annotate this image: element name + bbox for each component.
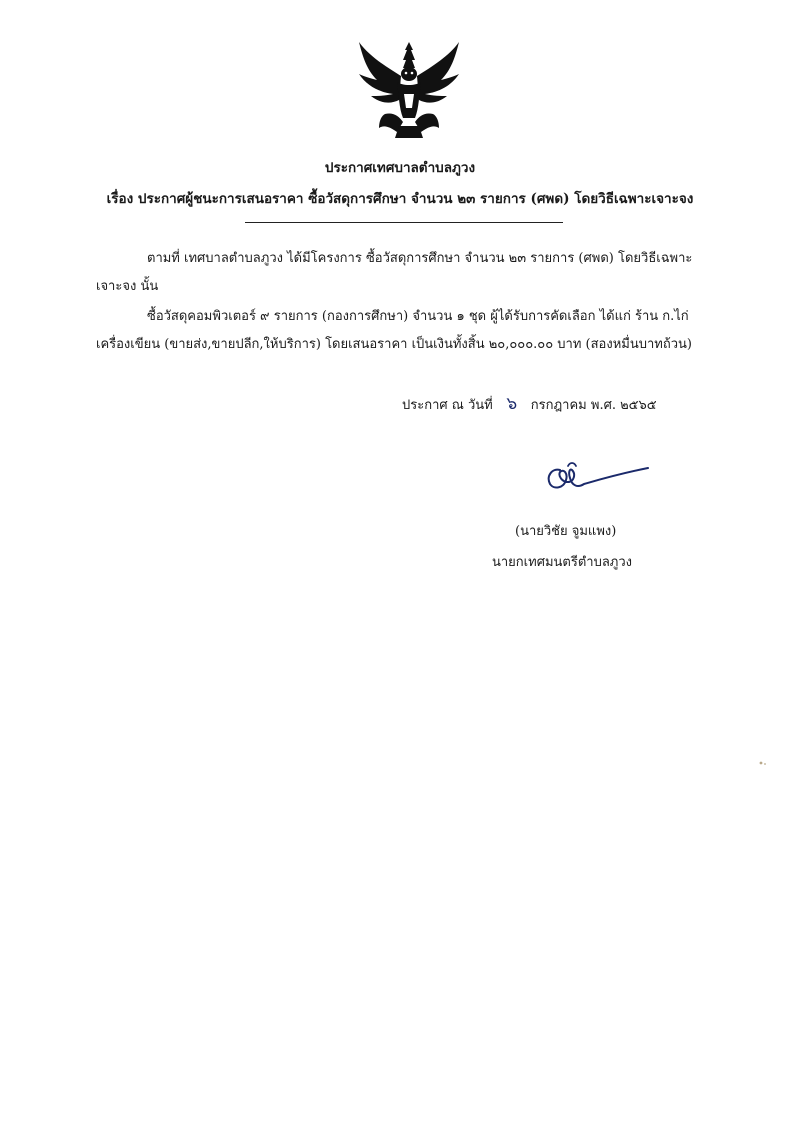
handwritten-day: ๖ <box>506 394 518 414</box>
title-divider <box>245 222 563 223</box>
garuda-emblem-icon <box>355 36 463 144</box>
date-prefix: ประกาศ ณ วันที่ <box>402 398 493 413</box>
subject-title: เรื่อง ประกาศผู้ชนะการเสนอราคา ซื้อวัสดุการศึกษา จำนวน ๒๓ รายการ (ศพด) โดยวิธีเฉพาะเจาะจง <box>106 191 694 207</box>
organization-title: ประกาศเทศบาลตำบลภูวง <box>324 160 476 176</box>
paragraph-2-line-2: เครื่องเขียน (ขายส่ง,ขายปลีก,ให้บริการ) โดยเสนอราคา เป็นเงินทั้งสิ้น ๒๐,๐๐๐.๐๐ บาท (สองหมื่นบาทถ้วน) <box>96 337 692 352</box>
signatory-name: (นายวิชัย จูมแพง) <box>515 524 617 539</box>
paragraph-1-line-2: เจาะจง นั้น <box>96 279 159 294</box>
signature-icon <box>538 452 658 502</box>
date-month-year: กรกฎาคม พ.ศ. ๒๕๖๕ <box>530 398 657 413</box>
paragraph-2-line-1: ซื้อวัสดุคอมพิวเตอร์ ๙ รายการ (กองการศึกษา) จำนวน ๑ ชุด ผู้ได้รับการคัดเลือก ได้แก่ ร้าน ก.ไก่ <box>147 309 689 324</box>
announcement-date <box>402 390 657 417</box>
paragraph-1-line-1: ตามที่ เทศบาลตำบลภูวง ได้มีโครงการ ซื้อวัสดุการศึกษา จำนวน ๒๓ รายการ (ศพด) โดยวิธีเฉพาะ <box>147 251 693 266</box>
signatory-position: นายกเทศมนตรีตำบลภูวง <box>492 555 632 570</box>
paper-speck <box>758 760 768 766</box>
